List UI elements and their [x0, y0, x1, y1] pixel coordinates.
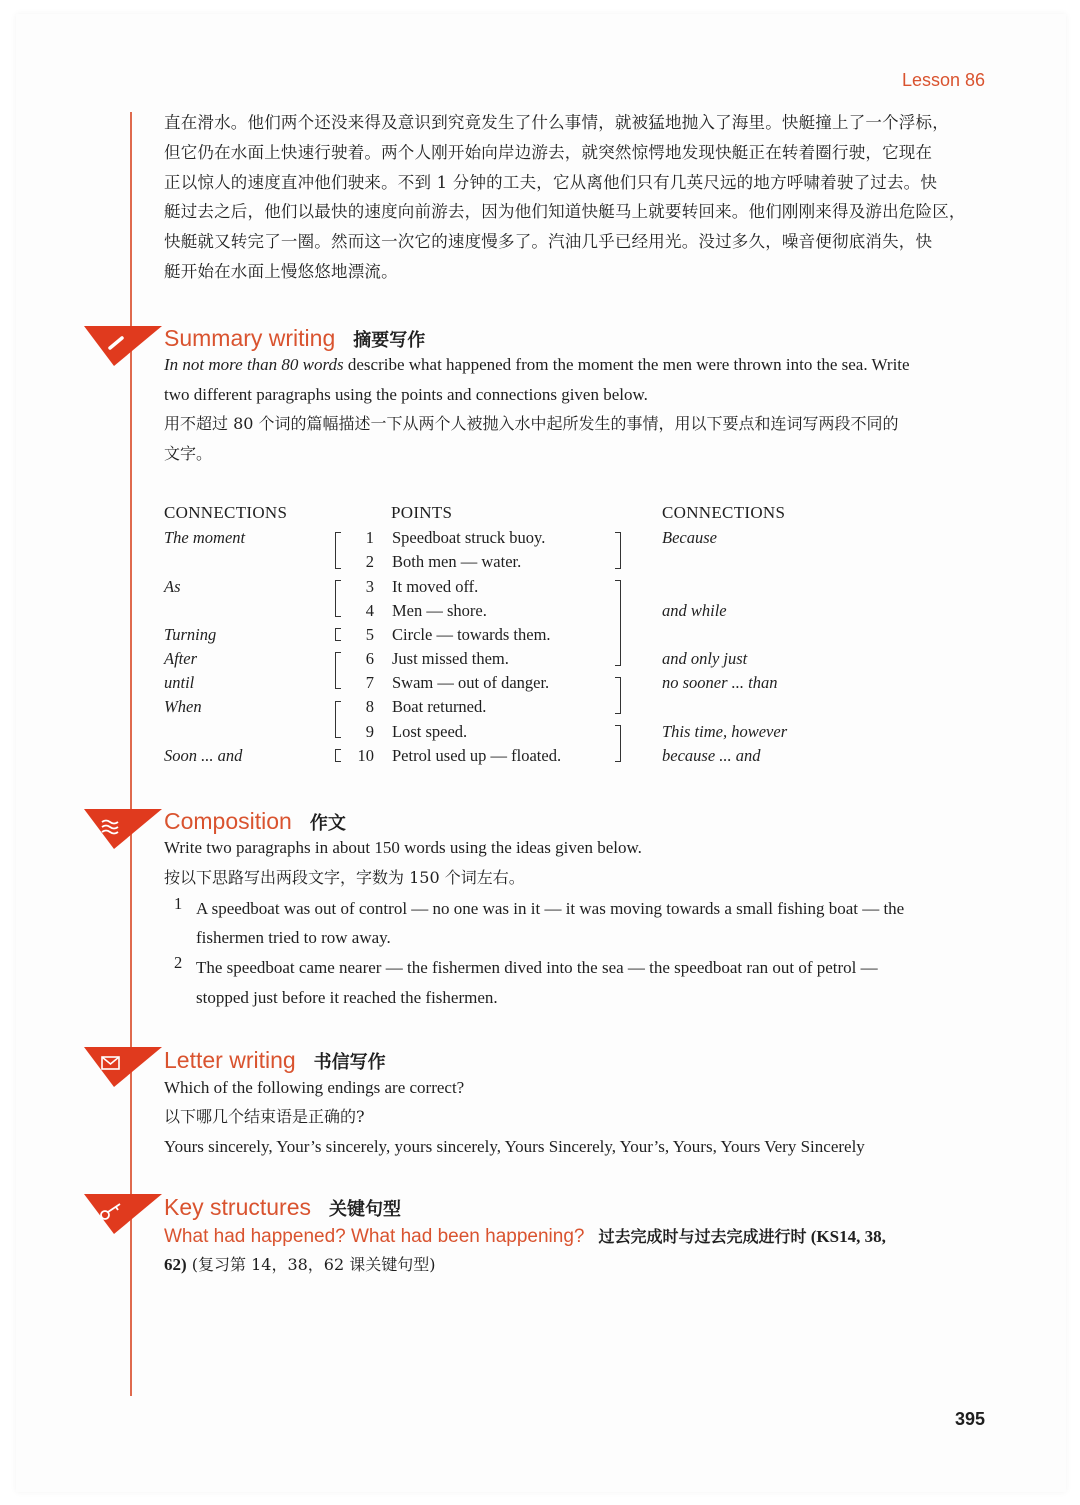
- summary-instruction-italic: In not more than 80 words: [164, 355, 344, 374]
- key-structure-cn: 过去完成时与过去完成进行时: [598, 1227, 807, 1246]
- composition-instruction: Write two paragraphs in about 150 words using the ideas given below.: [164, 838, 642, 857]
- left-bracket: [335, 580, 341, 617]
- translation-line: 艇过去之后，他们以最快的速度向前游去，因为他们知道快艇马上就要转回来。他们刚刚来得及游出危险区，: [164, 202, 966, 222]
- composition-instruction-cn: 按以下思路写出两段文字，字数为 150 个词左右。: [164, 868, 525, 887]
- right-connection: This time, however: [662, 722, 788, 741]
- letter-title-cn: 书信写作: [313, 1052, 386, 1073]
- translation-line: 正以惊人的速度直冲他们驶来。不到 1 分钟的工夫，它从离他们只有几英尺远的地方呼啸着驶了过去。快: [164, 172, 938, 192]
- key-flag: [84, 1194, 162, 1234]
- composition-idea-line: stopped just before it reached the fishermen.: [196, 988, 498, 1007]
- composition-idea-line: The speedboat came nearer — the fishermen dived into the sea — the speedboat ran out of petrol —: [196, 958, 878, 977]
- left-bracket: [335, 701, 341, 738]
- point-number: 2: [365, 552, 374, 571]
- right-connection: Because: [662, 528, 717, 547]
- summary-flag: [84, 326, 162, 366]
- letter-question: Which of the following endings are correct?: [164, 1078, 465, 1097]
- right-connection: no sooner ... than: [662, 673, 778, 692]
- point-number: 4: [365, 601, 374, 620]
- letter-question-cn: 以下哪几个结束语是正确的?: [164, 1107, 365, 1126]
- point-text: Lost speed.: [392, 722, 468, 741]
- left-bracket: [335, 652, 341, 689]
- right-bracket: [615, 725, 621, 762]
- right-connection: and while: [662, 601, 727, 620]
- letter-endings: Yours sincerely, Your’s sincerely, yours sincerely, Yours Sincerely, Your’s, Yours, Yours Very Sincerely: [164, 1137, 865, 1156]
- point-text: Swam — out of danger.: [392, 673, 550, 692]
- left-connection: As: [164, 577, 181, 596]
- left-connection: When: [164, 697, 202, 716]
- point-text: Boat returned.: [392, 697, 487, 716]
- composition-idea-line: A speedboat was out of control — no one was in it — it was moving towards a small fishing boat — the: [196, 899, 905, 918]
- right-connection: and only just: [662, 649, 748, 668]
- key-title-cn: 关键句型: [329, 1199, 401, 1220]
- right-bracket: [615, 677, 621, 714]
- point-number: 5: [365, 625, 374, 644]
- key-structure-ref-cont: 62): [164, 1255, 187, 1274]
- summary-instruction-line2: two different paragraphs using the points and connections given below.: [164, 385, 648, 404]
- left-connection: until: [164, 673, 195, 692]
- key-structure-ref: (KS14, 38,: [806, 1227, 886, 1246]
- translation-paragraph: [164, 108, 986, 287]
- point-text: Just missed them.: [392, 649, 509, 668]
- right-connection: because ... and: [662, 746, 761, 765]
- left-bracket: [335, 532, 341, 569]
- list-number: 1: [174, 894, 183, 913]
- translation-line: 快艇就又转完了一圈。然而这一次它的速度慢多了。汽油几乎已经用光。没过多久，噪音便彻底消失，快: [164, 232, 933, 252]
- list-number: 2: [174, 953, 183, 972]
- point-text: Circle — towards them.: [392, 625, 551, 644]
- key-structure-review-cn: (复习第 14，38，62 课关键句型): [186, 1255, 436, 1274]
- page-number: 395: [955, 1409, 986, 1429]
- right-bracket: [615, 532, 621, 569]
- connections-header-left: CONNECTIONS: [164, 503, 288, 522]
- key-structure-line2: [164, 1250, 436, 1280]
- summary-instruction-rest: describe what happened from the moment the men were thrown into the sea. Write: [343, 355, 910, 374]
- key-structure-line: [164, 1224, 886, 1248]
- left-connection: Turning: [164, 625, 217, 644]
- composition-idea-line: fishermen tried to row away.: [196, 928, 391, 947]
- point-number: 3: [365, 577, 374, 596]
- point-number: 1: [365, 528, 374, 547]
- left-connection: Soon ... and: [164, 746, 243, 765]
- composition-flag: [84, 809, 162, 849]
- summary-instruction: [164, 350, 910, 380]
- summary-instruction-cn: 用不超过 80 个词的篇幅描述一下从两个人被抛入水中起所发生的事情，用以下要点和连词写两段不同的: [164, 414, 899, 433]
- key-structure-question: What had happened? What had been happening?: [164, 1226, 585, 1247]
- right-bracket: [615, 580, 621, 666]
- letter-title: Letter writing: [164, 1047, 296, 1073]
- translation-line: 但它仍在水面上快速行驶着。两个人刚开始向岸边游去，就突然惊愕地发现快艇正在转着圈行驶，它现在: [164, 142, 933, 162]
- point-number: 8: [365, 697, 374, 716]
- point-text: It moved off.: [392, 577, 479, 596]
- point-text: Both men — water.: [392, 552, 522, 571]
- composition-title: Composition: [164, 808, 292, 834]
- key-heading: [164, 1192, 401, 1225]
- points-header: POINTS: [391, 503, 453, 522]
- left-bracket: [335, 749, 341, 762]
- connections-header-right: CONNECTIONS: [662, 503, 786, 522]
- summary-title: Summary writing: [164, 325, 336, 351]
- translation-line: 艇开始在水面上慢悠悠地漂流。: [164, 261, 398, 281]
- left-connection: The moment: [164, 528, 246, 547]
- summary-title-cn: 摘要写作: [353, 330, 426, 351]
- point-text: Petrol used up — floated.: [392, 746, 562, 765]
- point-number: 7: [365, 673, 374, 692]
- translation-line: 直在滑水。他们两个还没来得及意识到究竟发生了什么事情，就被猛地抛入了海里。快艇撞上了一个浮标，: [164, 113, 949, 132]
- composition-title-cn: 作文: [309, 813, 346, 834]
- key-title: Key structures: [164, 1194, 311, 1220]
- summary-instruction-cn-line2: 文字。: [164, 444, 213, 463]
- left-bracket: [335, 628, 341, 641]
- point-text: Men — shore.: [392, 601, 487, 620]
- point-number: 6: [365, 649, 374, 668]
- letter-flag: [84, 1047, 162, 1087]
- point-number: 10: [357, 746, 374, 765]
- left-connection: After: [164, 649, 197, 668]
- lesson-label: Lesson 86: [902, 70, 986, 90]
- point-number: 9: [365, 722, 374, 741]
- point-text: Speedboat struck buoy.: [392, 528, 546, 547]
